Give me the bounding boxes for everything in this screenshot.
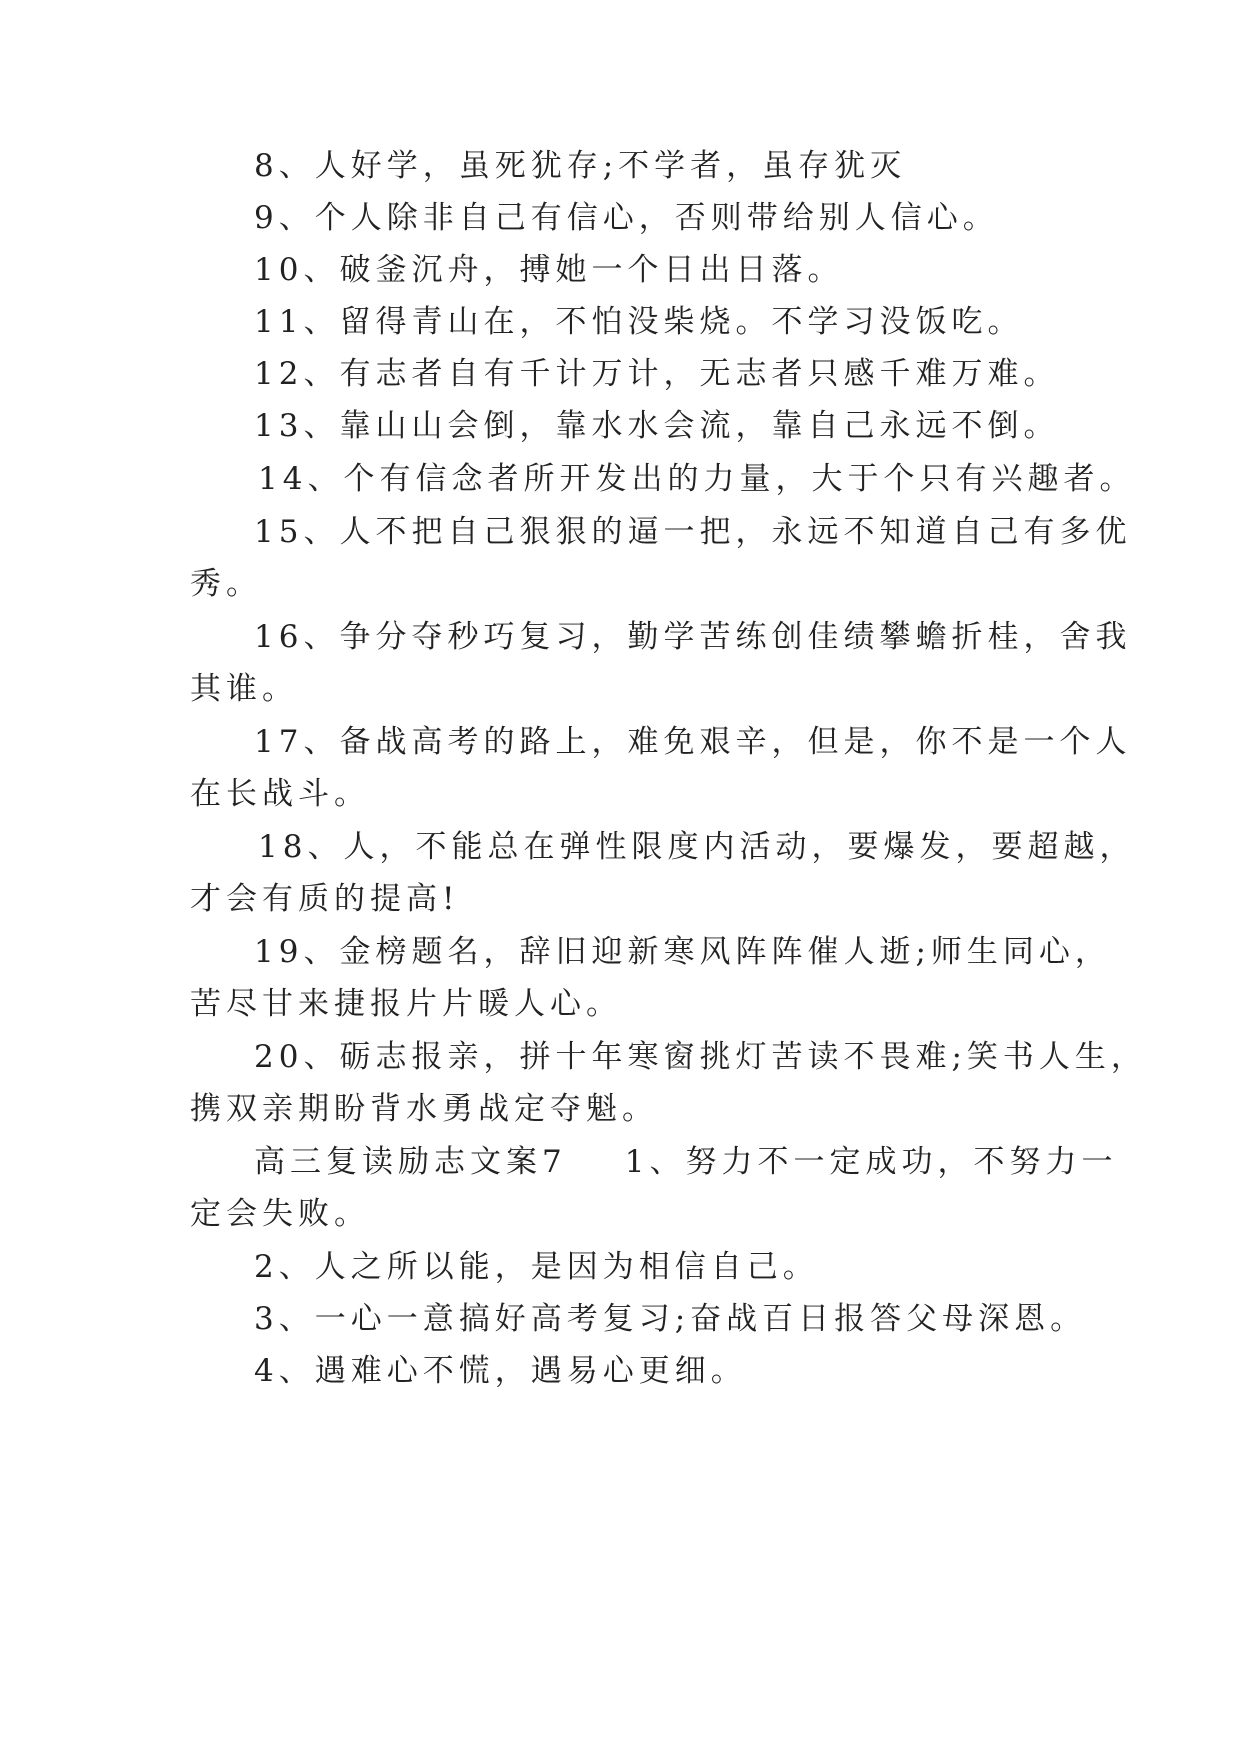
section-heading: 高三复读励志文案7 xyxy=(254,1144,567,1180)
paragraph-line: 12、有志者自有千计万计，无志者只感千难万难。 xyxy=(254,356,1060,392)
paragraph-line: 18、人，不能总在弹性限度内活动，要爆发，要超越， xyxy=(258,829,1136,865)
paragraph-line: 2、人之所以能，是因为相信自己。 xyxy=(254,1249,819,1285)
paragraph-line: 才会有质的提高! xyxy=(190,881,460,917)
paragraph-line: 携双亲期盼背水勇战定夺魁。 xyxy=(190,1091,658,1127)
paragraph-line: 定会失败。 xyxy=(190,1196,370,1232)
paragraph-line: 3、一心一意搞好高考复习;奋战百日报答父母深恩。 xyxy=(254,1301,1087,1337)
paragraph-line: 10、破釜沉舟，搏她一个日出日落。 xyxy=(254,252,844,288)
paragraph-line: 16、争分夺秒巧复习，勤学苦练创佳绩攀蟾折桂，舍我 xyxy=(254,619,1132,655)
paragraph-line: 14、个有信念者所开发出的力量，大于个只有兴趣者。 xyxy=(258,461,1136,497)
paragraph-line: 13、靠山山会倒，靠水水会流，靠自己永远不倒。 xyxy=(254,408,1060,444)
paragraph-line: 秀。 xyxy=(190,566,262,602)
paragraph-line: 19、金榜题名，辞旧迎新寒风阵阵催人逝;师生同心， xyxy=(254,934,1111,970)
paragraph-line: 8、人好学，虽死犹存;不学者，虽存犹灭 xyxy=(254,148,907,184)
paragraph-line: 1、努力不一定成功，不努力一 xyxy=(624,1144,1118,1180)
paragraph-line: 15、人不把自己狠狠的逼一把，永远不知道自己有多优 xyxy=(254,514,1132,550)
paragraph-line: 其谁。 xyxy=(190,671,298,707)
paragraph-line: 苦尽甘来捷报片片暖人心。 xyxy=(190,986,622,1022)
paragraph-line: 11、留得青山在，不怕没柴烧。不学习没饭吃。 xyxy=(254,304,1024,340)
paragraph-line: 17、备战高考的路上，难免艰辛，但是，你不是一个人 xyxy=(254,724,1132,760)
section-heading-line xyxy=(254,1142,1117,1182)
paragraph-line: 在长战斗。 xyxy=(190,776,370,812)
paragraph-line: 4、遇难心不慌，遇易心更细。 xyxy=(254,1353,747,1389)
paragraph-line: 20、砺志报亲，拼十年寒窗挑灯苦读不畏难;笑书人生， xyxy=(254,1039,1147,1075)
paragraph-line: 9、个人除非自己有信心，否则带给别人信心。 xyxy=(254,200,999,236)
